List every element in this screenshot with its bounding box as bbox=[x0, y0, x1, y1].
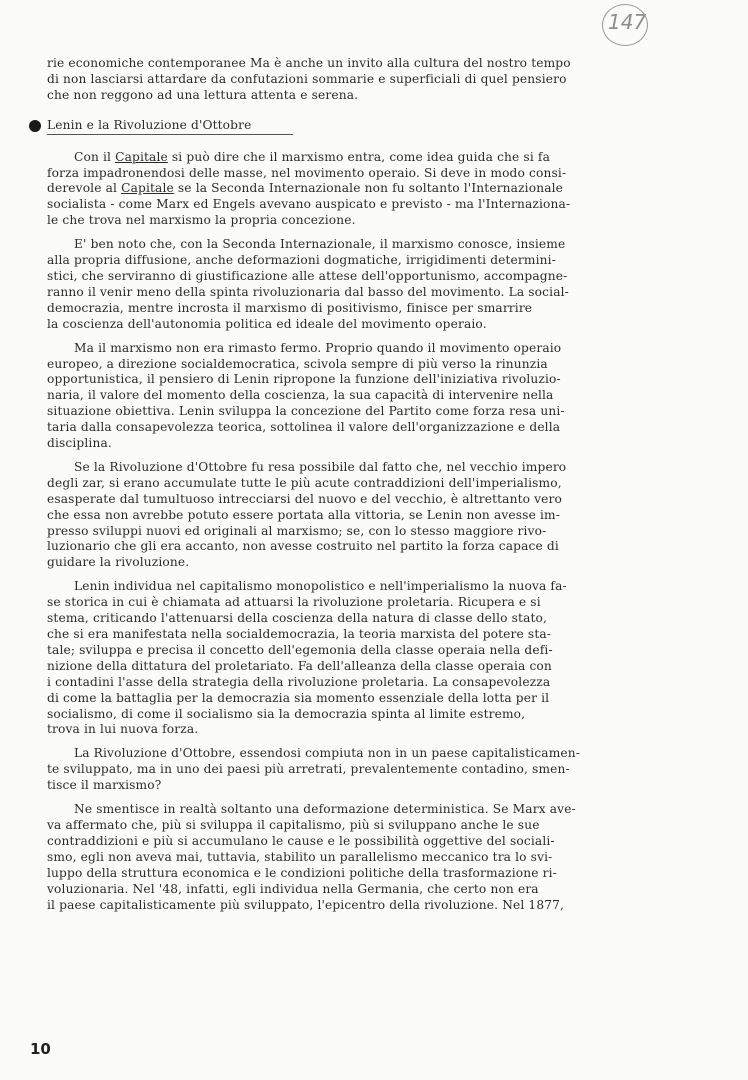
text-line: luppo della struttura economica e le condizioni politiche della trasformazione ri- bbox=[47, 865, 557, 880]
text-line: Ne smentisce in realtà soltanto una deformazione deterministica. Se Marx ave- bbox=[74, 802, 576, 817]
intro-paragraph bbox=[47, 56, 669, 104]
text-line bbox=[47, 150, 669, 166]
text-fragment: se la Seconda Internazionale non fu soltanto l'Internazionale bbox=[173, 181, 564, 196]
paragraph-1 bbox=[47, 150, 669, 230]
text-line: Se la Rivoluzione d'Ottobre fu resa possibile dal fatto che, nel vecchio impero bbox=[74, 459, 567, 474]
heading-underline bbox=[47, 134, 293, 135]
paragraph-3 bbox=[47, 341, 669, 452]
text-line: Lenin individua nel capitalismo monopolistico e nell'imperialismo la nuova fa- bbox=[74, 579, 567, 594]
text-line: di come la battaglia per la democrazia sia momento essenziale della lotta per il bbox=[47, 690, 550, 705]
text-line: ranno il venir meno della spinta rivoluzionaria dal basso del movimento. La social- bbox=[47, 284, 569, 299]
paragraph-6 bbox=[47, 746, 669, 794]
folio-circle bbox=[602, 4, 648, 46]
text-line: opportunistica, il pensiero di Lenin ripropone la funzione dell'iniziativa rivoluzio- bbox=[47, 372, 561, 387]
text-line: la coscienza dell'autonomia politica ed ideale del movimento operaio. bbox=[47, 316, 487, 331]
text-line: luzionario che gli era accanto, non avesse costruito nel partito la forza capace di bbox=[47, 539, 559, 554]
text-line: tisce il marxismo? bbox=[47, 778, 162, 793]
paragraph-5 bbox=[47, 579, 669, 738]
book-title-capitale: Capitale bbox=[115, 149, 168, 164]
page-number: 10 bbox=[30, 1040, 51, 1058]
paragraph-4 bbox=[47, 460, 669, 571]
text-fragment: derevole al bbox=[47, 181, 122, 196]
text-line: voluzionaria. Nel '48, infatti, egli individua nella Germania, che certo non era bbox=[47, 881, 539, 896]
section-heading bbox=[47, 118, 669, 134]
text-line: naria, il valore del momento della coscienza, la sua capacità di intervenire nella bbox=[47, 388, 554, 403]
text-line: stici, che serviranno di giustificazione alle attese dell'opportunismo, accompagne- bbox=[47, 268, 568, 283]
text-line: va affermato che, più si sviluppa il capitalismo, più si sviluppano anche le sue bbox=[47, 817, 540, 832]
text-line: tale; sviluppa e precisa il concetto dell'egemonia della classe operaia nella defi- bbox=[47, 642, 553, 657]
text-line: il paese capitalisticamente più sviluppato, l'epicentro della rivoluzione. Nel 1877, bbox=[47, 897, 565, 912]
text-line bbox=[47, 181, 669, 197]
text-line: se storica in cui è chiamata ad attuarsi la rivoluzione proletaria. Ricupera e si bbox=[47, 595, 541, 610]
text-line: situazione obiettiva. Lenin sviluppa la concezione del Partito come forza resa uni- bbox=[47, 404, 565, 419]
text-line: E' ben noto che, con la Seconda Internazionale, il marxismo conosce, insieme bbox=[74, 237, 566, 252]
text-line: i contadini l'asse della strategia della rivoluzione proletaria. La consapevolezza bbox=[47, 674, 551, 689]
paragraph-2 bbox=[47, 237, 669, 332]
body-text bbox=[47, 56, 669, 921]
text-line: alla propria diffusione, anche deformazioni dogmatiche, irrigidimenti determini- bbox=[47, 253, 556, 268]
text-line: presso sviluppi nuovi ed originali al marxismo; se, con lo stesso maggiore rivo- bbox=[47, 523, 547, 538]
book-title-capitale: Capitale bbox=[121, 181, 174, 196]
text-line: La Rivoluzione d'Ottobre, essendosi compiuta non in un paese capitalisticamen- bbox=[74, 746, 581, 761]
text-line: smo, egli non aveva mai, tuttavia, stabilito un parallelismo meccanico tra lo svi- bbox=[47, 849, 553, 864]
text-line: stema, criticando l'attenuarsi della coscienza della natura di classe dello stato, bbox=[47, 611, 548, 626]
text-line: esasperate dal tumultuoso intrecciarsi del nuovo e del vecchio, è altrettanto vero bbox=[47, 491, 563, 506]
text-line: socialismo, di come il socialismo sia la democrazia spinta al limite estremo, bbox=[47, 706, 526, 721]
text-line: guidare la rivoluzione. bbox=[47, 555, 190, 570]
paragraph-7 bbox=[47, 802, 669, 913]
text-line: che non reggono ad una lettura attenta e serena. bbox=[47, 87, 359, 102]
section-heading-text: Lenin e la Rivoluzione d'Ottobre bbox=[47, 117, 252, 132]
text-line: di non lasciarsi attardare da confutazioni sommarie e superficiali di quel pensiero bbox=[47, 71, 567, 86]
text-line: Ma il marxismo non era rimasto fermo. Proprio quando il movimento operaio bbox=[74, 340, 562, 355]
text-line: rie economiche contemporanee Ma è anche un invito alla cultura del nostro tempo bbox=[47, 56, 571, 70]
text-line: degli zar, si erano accumulate tutte le più acute contraddizioni dell'imperialismo, bbox=[47, 475, 562, 490]
text-line: nizione della dittatura del proletariato. Fa dell'alleanza della classe operaia con bbox=[47, 658, 552, 673]
text-line: taria dalla consapevolezza teorica, sottolinea il valore dell'organizzazione e della bbox=[47, 420, 561, 435]
text-line: che si era manifestata nella socialdemocrazia, la teoria marxista del potere sta- bbox=[47, 627, 552, 641]
bullet-icon bbox=[29, 120, 41, 132]
handwritten-folio-number bbox=[608, 10, 646, 34]
folio-text: 147 bbox=[608, 10, 647, 34]
text-line: europeo, a direzione socialdemocratica, scivola sempre di più verso la rinunzia bbox=[47, 356, 548, 371]
text-line: forza impadronendosi delle masse, nel movimento operaio. Si deve in modo consi- bbox=[47, 165, 567, 180]
text-line: che essa non avrebbe potuto essere portata alla vittoria, se Lenin non avesse im- bbox=[47, 507, 560, 522]
text-line: trova in lui nuova forza. bbox=[47, 722, 199, 737]
text-line: contraddizioni e più si accumulano le cause e le possibilità oggettive del sociali- bbox=[47, 833, 555, 848]
text-fragment: Con il bbox=[74, 149, 116, 164]
text-line: te sviluppato, ma in uno dei paesi più arretrati, prevalentemente contadino, smen- bbox=[47, 762, 570, 777]
text-line: le che trova nel marxismo la propria concezione. bbox=[47, 213, 356, 228]
text-line: disciplina. bbox=[47, 436, 112, 451]
text-line: democrazia, mentre incrosta il marxismo di positivismo, finisce per smarrire bbox=[47, 300, 533, 315]
text-fragment: si può dire che il marxismo entra, come idea guida che si fa bbox=[167, 149, 550, 164]
text-line: socialista - come Marx ed Engels avevano auspicato e previsto - ma l'Internaziona- bbox=[47, 197, 571, 212]
